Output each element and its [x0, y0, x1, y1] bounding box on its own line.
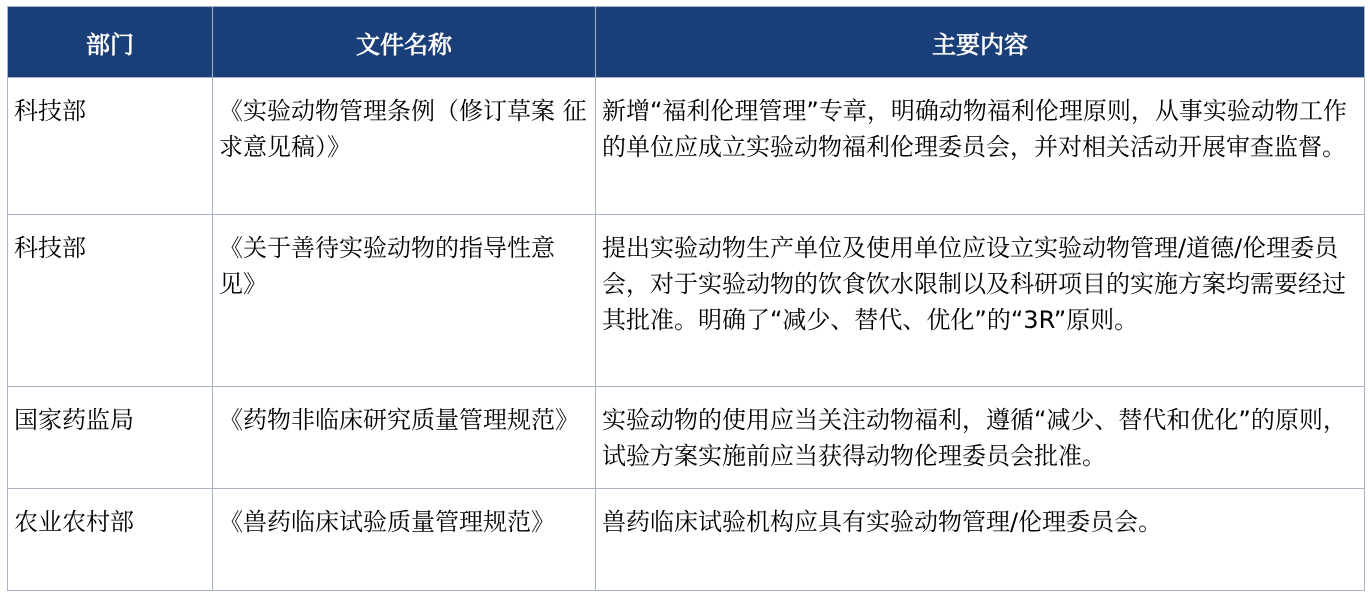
table-row: [8, 489, 1365, 591]
cell-main-content: 提出实验动物生产单位及使用单位应设立实验动物管理/道德/伦理委员会，对于实验动物的饮食饮水限制以及科研项目的实施方案均需要经过其批准。明确了“减少、替代、优化”的“3R”原则。: [596, 215, 1365, 387]
header-main-content: 主要内容: [596, 7, 1365, 78]
cell-main-content: 新增“福利伦理管理”专章，明确动物福利伦理原则，从事实验动物工作的单位应成立实验动物福利伦理委员会，并对相关活动开展审查监督。: [596, 78, 1365, 215]
cell-department: 科技部: [8, 78, 213, 215]
cell-main-content: 兽药临床试验机构应具有实验动物管理/伦理委员会。: [596, 489, 1365, 591]
cell-document-name: 《关于善待实验动物的指导性意见》: [213, 215, 596, 387]
cell-main-content: 实验动物的使用应当关注动物福利，遵循“减少、替代和优化”的原则，试验方案实施前应当获得动物伦理委员会批准。: [596, 387, 1365, 489]
header-department: 部门: [8, 7, 213, 78]
cell-document-name: 《实验动物管理条例（修订草案 征求意见稿）》: [213, 78, 596, 215]
header-document-name: 文件名称: [213, 7, 596, 78]
table-row: [8, 78, 1365, 215]
table-header-row: [8, 7, 1365, 78]
cell-department: 国家药监局: [8, 387, 213, 489]
cell-department: 科技部: [8, 215, 213, 387]
cell-document-name: 《药物非临床研究质量管理规范》: [213, 387, 596, 489]
cell-department: 农业农村部: [8, 489, 213, 591]
policy-table: [7, 6, 1365, 591]
table-row: [8, 215, 1365, 387]
policy-table-container: [7, 6, 1365, 591]
cell-document-name: 《兽药临床试验质量管理规范》: [213, 489, 596, 591]
table-row: [8, 387, 1365, 489]
